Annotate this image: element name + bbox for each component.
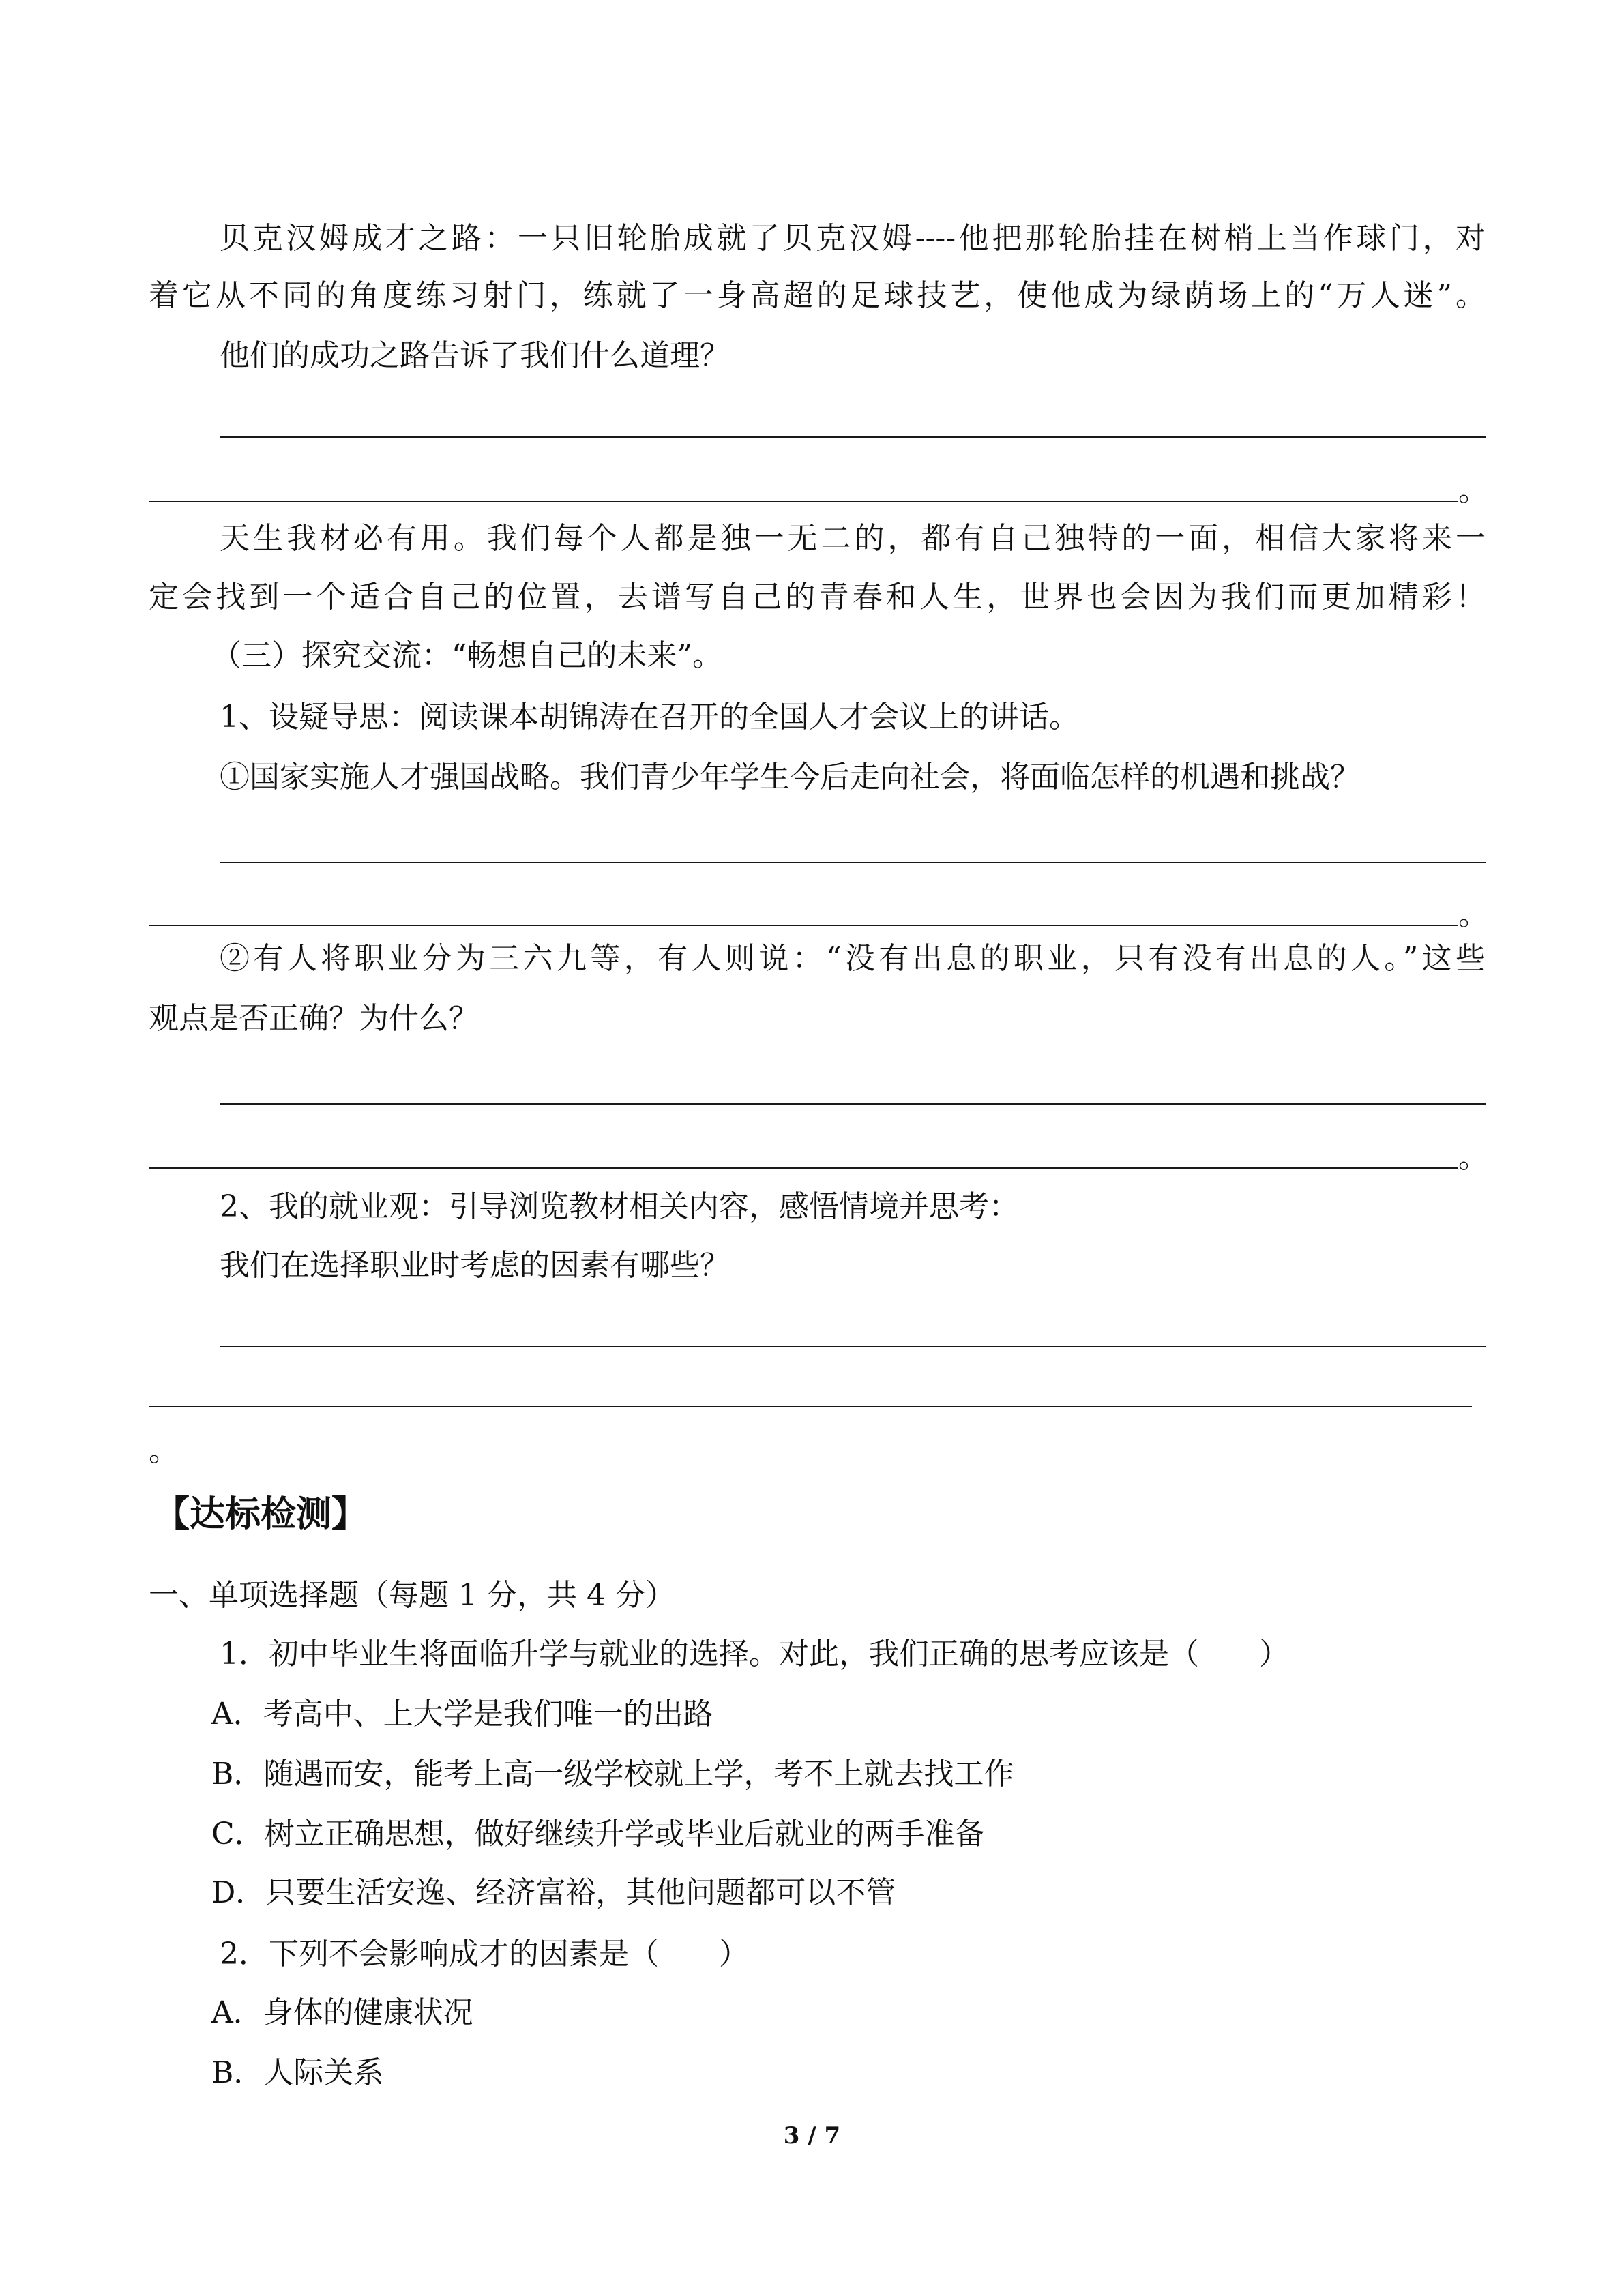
question-text: 1、设疑导思：阅读课本胡锦涛在召开的全国人才会议上的讲话。 [220,700,1079,734]
question-stem: 1．初中毕业生将面临升学与就业的选择。对此，我们正确的思考应该是（ ） [220,1637,1289,1671]
answer-line [220,862,1486,863]
answer-line [149,501,1458,502]
answer-line [149,1167,1458,1169]
option-a: A．考高中、上大学是我们唯一的出路 [211,1697,713,1731]
question-stem: 2．下列不会影响成才的因素是（ ） [220,1937,749,1971]
option-d: D．只要生活安逸、经济富裕，其他问题都可以不管 [211,1875,896,1910]
question-text: 我们在选择职业时考虑的因素有哪些？ [220,1248,730,1283]
paragraph-line: 贝克汉姆成才之路：一只旧轮胎成就了贝克汉姆----他把那轮胎挂在树梢上当作球门，对 [220,221,1486,256]
answer-period: 。 [1458,1140,1488,1175]
answer-period: 。 [1458,897,1488,932]
answer-line [149,1406,1472,1407]
paragraph-line: 定会找到一个适合自己的位置，去谱写自己的青春和人生，世界也会因为我们而更加精彩！ [149,580,1486,614]
paragraph-line: 天生我材必有用。我们每个人都是独一无二的，都有自己独特的一面，相信大家将来一 [220,521,1486,556]
subsection-heading: （三）探究交流：“畅想自己的未来”。 [211,638,722,673]
answer-period: 。 [1458,473,1488,508]
option-a: A．身体的健康状况 [211,1995,473,2030]
page-number: 3 / 7 [783,2122,841,2149]
option-b: B．人际关系 [211,2055,384,2090]
answer-line [220,436,1486,438]
section-heading: 【达标检测】 [154,1494,368,1535]
question-text: 他们的成功之路告诉了我们什么道理？ [220,338,730,373]
answer-line [220,1346,1486,1347]
answer-line [149,925,1458,926]
question-text: 2、我的就业观：引导浏览教材相关内容，感悟情境并思考： [220,1189,1019,1224]
paragraph-line: 着它从不同的角度练习射门，练就了一身高超的足球技艺，使他成为绿荫场上的“万人迷”。 [149,278,1486,313]
option-c: C．树立正确思想，做好继续升学或毕业后就业的两手准备 [211,1817,985,1851]
option-b: B．随遇而安，能考上高一级学校就上学，考不上就去找工作 [211,1757,1014,1791]
answer-period: 。 [149,1433,179,1468]
question-text: ②有人将职业分为三六九等，有人则说：“没有出息的职业，只有没有出息的人。”这些 [220,941,1486,976]
part-title: 一、单项选择题（每题 1 分，共 4 分） [149,1578,675,1613]
question-text: 观点是否正确？为什么？ [149,1001,479,1036]
question-text: ①国家实施人才强国战略。我们青少年学生今后走向社会，将面临怎样的机遇和挑战？ [220,760,1360,794]
answer-line [220,1103,1486,1105]
